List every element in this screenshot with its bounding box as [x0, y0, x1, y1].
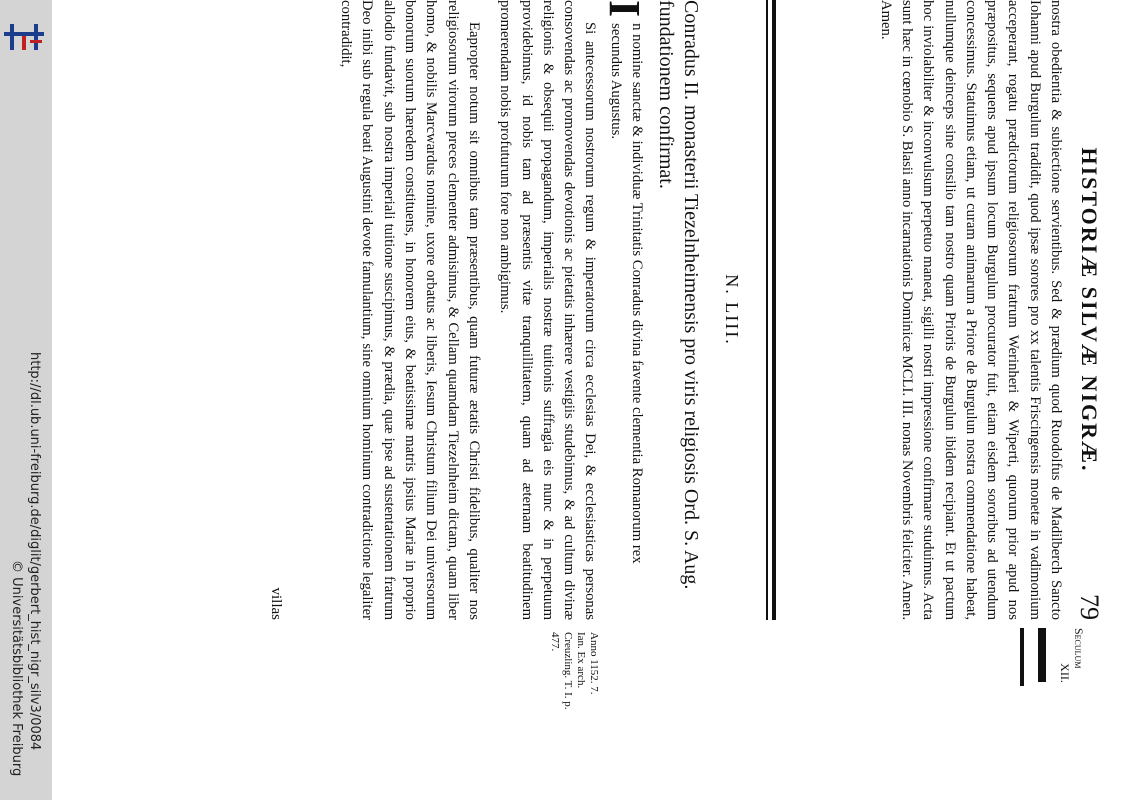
document-number: N. LIII. [722, 274, 742, 346]
margin-note-source: Anno 1152. 7. Ian. Ex arch. Creuzling. T. I. p. 477. [549, 632, 600, 710]
main-text [335, 0, 1066, 620]
invocation-paragraph [600, 0, 649, 620]
scanned-page [230, 0, 1110, 800]
paragraph-narratio: Eapropter notum sit omnibus tam præsentibus, quam futuræ ætatis Christi fidelibus, qualiter nos religiosorum virorum preces clementer admisimus, & Cellam quamdam Tiezelnheim dictam, quam liber homo, & nobilis Marcwardus nomine, uxore orbatus ac liberis, Iesum Christum filium Dei universorum bonorum suorum hæredem constituens, in honorem eius, & beatissimæ matris ipsius Mariæ in proprio allodio fundavit, sub nostra imperiali tuitione suscipimus, & prædia, quæ ipse ad sustentationem fratrum Deo inibi sub regula beati Augustini devote famulantium, sine omnium hominum contradictione legaliter contradidit, [338, 0, 482, 620]
viewer-sidebar [0, 0, 52, 800]
margin-century: XII. [1058, 663, 1072, 683]
margin-note-century [926, 628, 1086, 718]
credit-copyright: © Universitätsbibliothek Freiburg [9, 560, 24, 777]
invocation-text: n nomine sanctæ & individuæ Trinitatis Conradus divina favente clementia Romanorum rex secundus Augustus. [607, 23, 645, 564]
document-heading: Conradus II. monasterii Tiezelnheimensis pro viris religiosis Ord. S. Aug. fundationem confirmat. [655, 0, 702, 590]
margin-rule [1038, 628, 1046, 682]
running-head-title: HISTORIÆ SILVÆ NIGRÆ. [1077, 147, 1102, 473]
credit-block [0, 0, 52, 800]
margin-era: Seculum [1072, 628, 1086, 669]
section-rule [766, 0, 776, 620]
text-block-previous-charter: nostra obedientia & subiectione servientibus. Sed & prædium quod Ruodolfus de Madilberch Sancto Iohanni apud Burgulun tradidit, quod ipsæ sorores pro xx talentis Friscingensis monetæ in vadimonium acceperant, rogatu prædictorum religiosorum fratrum Werinheri & Wiperti, quorum prior apud nos præpositus, sequens apud ipsum locum Burgulun procurator fuit, etiam eisdem sororibus ad utendum concessimus. Statuimus etiam, ut curam animarum a Priore de Burgulun nostra commendatione habeat, nullumque deinceps sine consilio tam nostro quam Prioris de Burgulun ibidem recipiant. Et ut pactum hoc inviolabiliter & inconvulsum perpetuo maneat, sigilli nostri impressione confirmare studuimus. Acta sunt hæc in cœnobio S. Blasii anno incarnationis Dominicæ MCLI. III. nonas Novembris feliciter. Amen. Amen. [877, 0, 1064, 620]
page-content [230, 0, 1110, 710]
catchword: villas [268, 587, 284, 620]
paragraph-arenga: Si antecessorum nostrorum regum & imperatorum circa ecclesias Dei, & ecclesiasticas personas consovendas ac promovendas devotionis ac pietatis inhærere vestigiis studebimus, & ad cultum divinæ religionis & obsequii propagandum, imperialis nostræ tuitionis suffragia eis nunc & in perpetuum providebimus, id nobis tam ad præsentis vitæ tranquillitatem, quam ad æternam beatitudinem promerendam nobis profuturum fore non ambigimus. [497, 0, 599, 620]
margin-rule-thin [1020, 628, 1024, 686]
drop-cap: I [600, 0, 649, 18]
page-number: 79 [1075, 594, 1104, 620]
credit-url[interactable]: http://dl.ub.uni-freiburg.de/diglit/gerbert_hist_nigr_silv3/0084 [27, 352, 42, 751]
